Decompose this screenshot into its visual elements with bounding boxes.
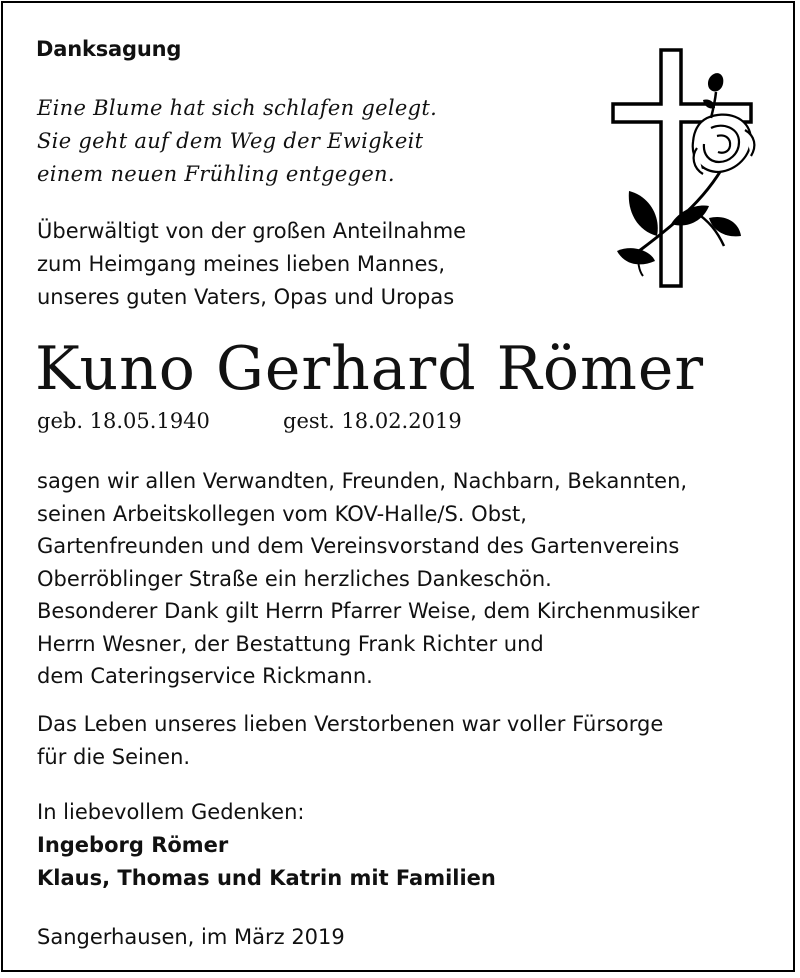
life-dates bbox=[37, 406, 462, 436]
memory-intro: In liebevollem Gedenken: bbox=[37, 800, 305, 824]
memory-block bbox=[37, 796, 496, 895]
intro-text bbox=[37, 215, 466, 314]
deceased-name: Kuno Gerhard Römer bbox=[35, 334, 705, 404]
birth-date: geb. 18.05.1940 bbox=[37, 409, 210, 433]
thanks-line: Herrn Wesner, der Bestattung Frank Richter und bbox=[37, 631, 544, 656]
notice-heading: Danksagung bbox=[36, 37, 182, 61]
thanks-line: Gartenfreunden und dem Vereinsvorstand des Gartenvereins bbox=[37, 534, 680, 558]
thanks-line: dem Cateringservice Rickmann. bbox=[37, 664, 373, 688]
thanks-line: seinen Arbeitskollegen vom KOV-Halle/S. Obst, bbox=[37, 501, 527, 526]
intro-line: unseres guten Vaters, Opas und Uropas bbox=[37, 285, 455, 309]
poem-line: Eine Blume hat sich schlafen gelegt. bbox=[37, 96, 438, 120]
poem bbox=[37, 92, 437, 191]
poem-line: Sie geht auf dem Weg der Ewigkeit bbox=[37, 129, 424, 153]
life-line: Das Leben unseres lieben Verstorbenen war voller Fürsorge bbox=[37, 712, 664, 736]
signer-name: Klaus, Thomas und Katrin mit Familien bbox=[37, 866, 496, 890]
cross-with-rose-icon bbox=[599, 46, 767, 294]
intro-line: zum Heimgang meines lieben Mannes, bbox=[37, 252, 446, 276]
intro-line: Überwältigt von der großen Anteilnahme bbox=[37, 219, 467, 243]
life-line: für die Seinen. bbox=[37, 745, 191, 769]
obituary-notice bbox=[1, 1, 795, 972]
death-date: gest. 18.02.2019 bbox=[283, 409, 462, 433]
signer-name: Ingeborg Römer bbox=[37, 833, 229, 857]
thanks-line: sagen wir allen Verwandten, Freunden, Nachbarn, Bekannten, bbox=[37, 469, 688, 493]
place-date: Sangerhausen, im März 2019 bbox=[37, 925, 345, 949]
poem-line: einem neuen Frühling entgegen. bbox=[37, 162, 395, 186]
thanks-line: Besonderer Dank gilt Herrn Pfarrer Weise, dem Kirchenmusiker bbox=[37, 599, 700, 623]
thanks-line: Oberröblinger Straße ein herzliches Dankeschön. bbox=[37, 566, 552, 591]
thanks-text bbox=[37, 465, 699, 693]
life-text bbox=[37, 708, 663, 774]
